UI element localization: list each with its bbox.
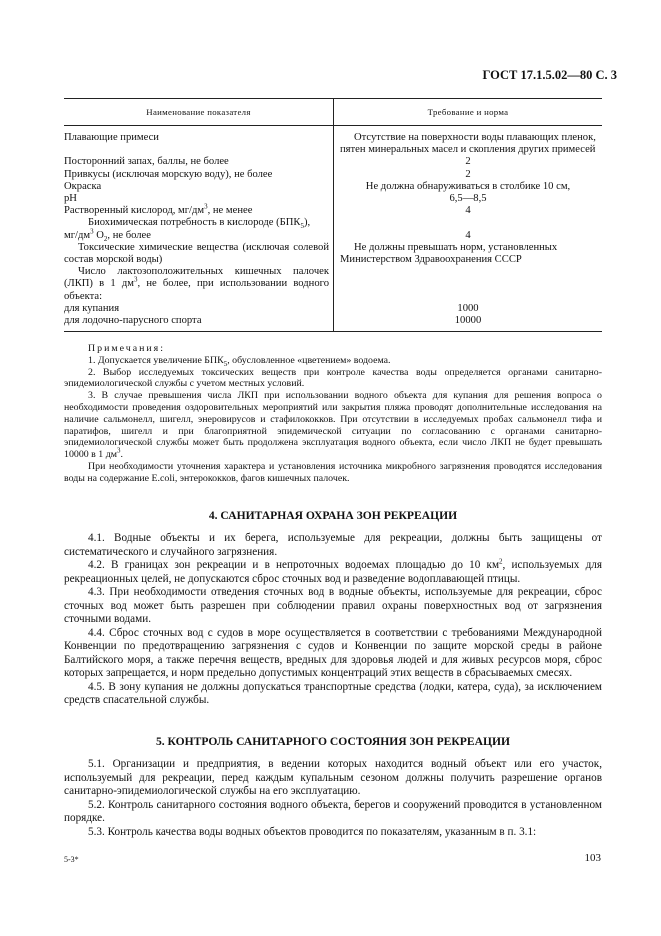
document-header: ГОСТ 17.1.5.02—80 С. 3 bbox=[482, 68, 617, 82]
section-4-body bbox=[64, 532, 602, 708]
indicator-requirement: Не должны превышать норм, установленных Министерством Здравоохранения СССР bbox=[340, 241, 558, 266]
indicator-requirement: Отсутствие на поверхности воды плавающих пленок, пятен минеральных масел и скопления других примесей bbox=[340, 132, 596, 156]
table-row bbox=[64, 193, 602, 205]
indicator-requirement: 1000 bbox=[457, 302, 479, 314]
paragraph: 4.5. В зону купания не должны допускаться транспортные средства (лодки, катера, суда), за исключением средств спасательной службы. bbox=[64, 680, 602, 706]
table-row bbox=[64, 181, 602, 193]
indicator-name: Посторонний запах, баллы, не более bbox=[64, 156, 334, 168]
indicator-name: для купания bbox=[64, 303, 334, 315]
indicator-name: для лодочно-парусного спорта bbox=[64, 315, 334, 332]
table-row bbox=[64, 266, 602, 303]
notes-title: Примечания: bbox=[88, 343, 165, 354]
paragraph: 4.3. При необходимости отведения сточных вод в водные объекты, используемые для рекреации, сброс сточных вод может быть разрешен при соблюдении правил охраны поверхностных вод от загрязнения сточными водами. bbox=[64, 586, 602, 625]
paragraph: 4.4. Сброс сточных вод с судов в море осуществляется в соответствии с требованиями Международной Конвенции по предотвращению загрязнения с судов и Конвенции по защите морской среды в районе Балтийского моря, а также перечня веществ, вредных для здоровья людей и для живых ресурсов моря, сброс которых запрещается, и норм предельно допустимых концентраций этих веществ в сбрасываемых смесях. bbox=[64, 626, 602, 679]
section-5-body bbox=[64, 758, 602, 839]
indicator-requirement: 2 bbox=[465, 168, 471, 180]
indicator-requirement: 10000 bbox=[334, 315, 603, 332]
note-item: 1. Допускается увеличение $БПК_5$, обусловленное «цветением» водоема. bbox=[88, 354, 391, 368]
indicator-requirement: Не должна обнаруживаться в столбике 10 см, bbox=[365, 180, 571, 192]
indicator-name: Плавающие примеси bbox=[64, 126, 334, 157]
indicator-name: pH bbox=[64, 193, 334, 205]
paragraph: 5.3. Контроль качества воды водных объектов проводится по показателям, указанным в п. 3.1: bbox=[88, 825, 537, 838]
paragraph: 5.1. Организации и предприятия, в ведении которых находится водный объект или его участок, используемый для рекреации, перед каждым купальным сезоном должны получить разрешение органов санитарно-эпидемиологической службы на его эксплуатацию. bbox=[64, 758, 602, 797]
note-item: При необходимости уточнения характера и установления источника микробного загрязнения проводятся исследования воды на содержание E.coli, энтерококков, фагов кишечных палочек. bbox=[64, 460, 602, 484]
table-row bbox=[64, 315, 602, 332]
section-4-title: 4. САНИТАРНАЯ ОХРАНА ЗОН РЕКРЕАЦИИ bbox=[208, 509, 458, 522]
table-row bbox=[64, 126, 602, 157]
indicator-name: Биохимическая потребность в кислороде $(БПК_5)$, $мг/дм^3$ $О_2$, не более bbox=[64, 217, 334, 241]
table-row bbox=[64, 217, 602, 241]
indicator-name: Окраска bbox=[64, 181, 334, 193]
table-row bbox=[64, 169, 602, 181]
section-5-title: 5. КОНТРОЛЬ САНИТАРНОГО СОСТОЯНИЯ ЗОН РЕКРЕАЦИИ bbox=[155, 735, 511, 748]
indicator-name: Привкусы (исключая морскую воду), не более bbox=[64, 169, 334, 181]
note-item: 2. Выбор исследуемых токсических веществ при контроле качества воды определяется органами санитарно-эпидемиологической службы с учетом местных условий. bbox=[64, 366, 602, 390]
indicator-name: Растворенный кислород, $мг/дм^3$, не менее bbox=[64, 205, 334, 217]
column-header: Требование и норма bbox=[334, 99, 603, 126]
table-header-row bbox=[64, 99, 602, 126]
indicator-requirement: 4 bbox=[465, 205, 471, 217]
indicator-requirement: 6,5—8,5 bbox=[449, 193, 487, 205]
paragraph: 4.2. В границах зон рекреации и в непроточных водоемах площадью до 10 $км^2$, используемых для рекреационных целей, не допускаются сброс сточных вод и разведение водоплавающей птицы. bbox=[64, 557, 602, 585]
paragraph: 5.2. Контроль санитарного состояния водного объекта, берегов и сооружений проводится в установленном порядке. bbox=[64, 798, 602, 824]
table-row bbox=[64, 303, 602, 315]
table-row bbox=[64, 242, 602, 266]
indicator-requirement: 4 bbox=[465, 229, 471, 241]
footer-mark: 5-3* bbox=[64, 855, 79, 864]
column-header: Наименование показателя bbox=[64, 99, 334, 126]
notes-block bbox=[64, 343, 602, 485]
table-row bbox=[64, 156, 602, 168]
indicator-name: Число лактозоположительных кишечных палочек (ЛКП) в 1 $дм^3$, не более, при использовании водного объекта: bbox=[64, 266, 334, 303]
indicator-requirement: 2 bbox=[465, 156, 471, 168]
paragraph: 4.1. Водные объекты и их берега, используемые для рекреации, должны быть защищены от систематического и случайного загрязнения. bbox=[64, 532, 602, 558]
requirements-table bbox=[64, 98, 602, 332]
note-item: 3. В случае превышения числа ЛКП при использовании водного объекта для купания для решения вопроса о необходимости проведения оздоровительных мероприятий или закрытия пляжа проводят дополнительные исследования на наличие сальмонелл, шигелл, энеровирусов и стафилококков. При отсутствии в исследуемых пробах сальмонелл тифа и паратифов, шигелл и при благоприятной эпидемической ситуации по согласованию с органами санитарно-эпидемиологической службы может быть продолжена эксплуатация водного объекта, если число ЛКП не будет превышать 10000 в 1 $дм^3$. bbox=[64, 390, 602, 461]
indicator-name: Токсические химические вещества (исключая солевой состав морской воды) bbox=[64, 242, 334, 266]
page-number: 103 bbox=[584, 852, 601, 864]
table-row bbox=[64, 205, 602, 217]
